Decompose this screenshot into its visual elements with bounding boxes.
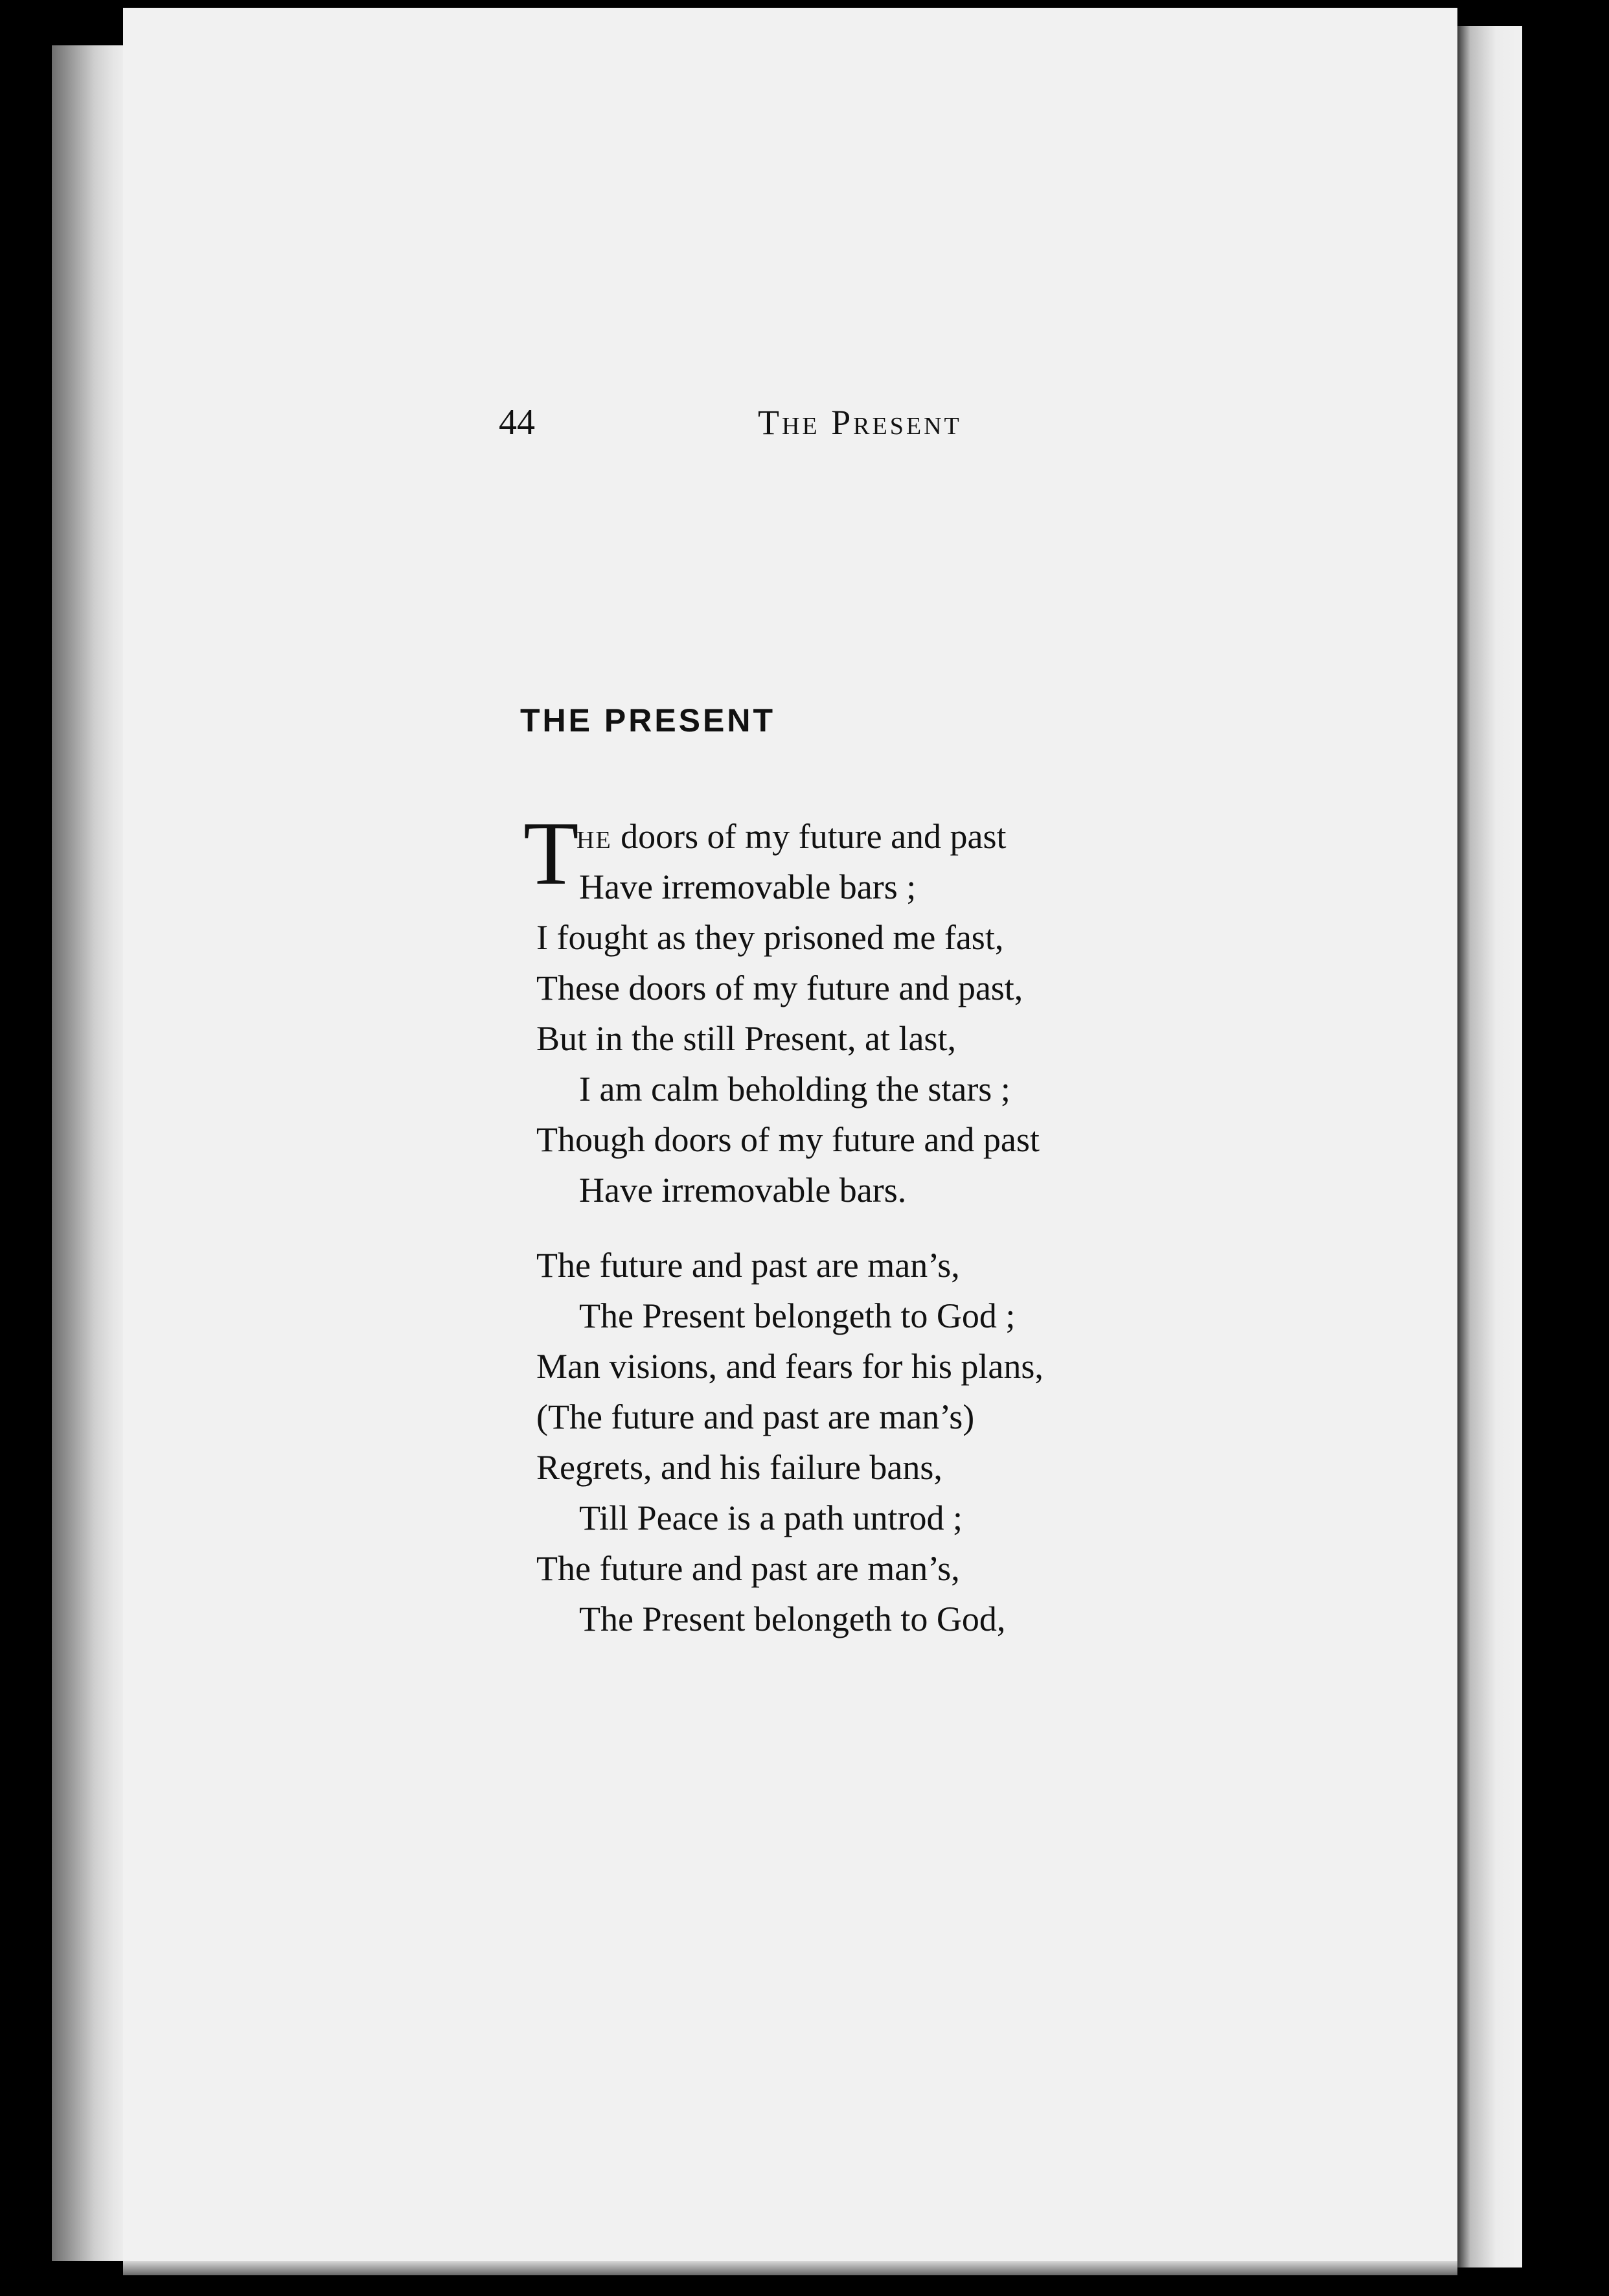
verse-line: The Present belongeth to God ; (579, 1296, 1016, 1335)
verse-line: The future and past are man’s, (536, 1246, 960, 1285)
book-edge (52, 45, 130, 2261)
verse-line: Have irremovable bars. (579, 1171, 907, 1210)
verse-line: Though doors of my future and past (536, 1120, 1040, 1159)
verse-line: I fought as they prisoned me fast, (536, 918, 1004, 957)
verse-line: Regrets, and his failure bans, (536, 1448, 942, 1487)
verse-line: But in the still Present, at last, (536, 1019, 956, 1058)
stanza-1 (523, 803, 1249, 1215)
verse-line: These doors of my future and past, (536, 969, 1023, 1007)
first-line-remainder: doors of my future and past (611, 817, 1007, 856)
poem-title: THE PRESENT (519, 702, 776, 739)
verse-line: Have irremovable bars ; (579, 867, 917, 906)
first-line-small-caps: he (576, 817, 612, 856)
first-line-text (576, 811, 1007, 862)
verse-line: Till Peace is a path untrod ; (579, 1498, 963, 1537)
facing-page-edge (1457, 26, 1522, 2267)
verse-line: Man visions, and fears for his plans, (536, 1347, 1044, 1386)
drop-cap: T (523, 803, 579, 904)
verse-line: The Present belongeth to God, (579, 1600, 1006, 1638)
verse-line: The future and past are man’s, (536, 1549, 960, 1588)
running-head: The Present (758, 403, 962, 442)
page-header (499, 396, 1082, 448)
verse-line: (The future and past are man’s) (536, 1397, 975, 1436)
page-bottom-edge (123, 2261, 1457, 2275)
stanza-2 (536, 1240, 1249, 1644)
verse-line: I am calm beholding the stars ; (579, 1070, 1010, 1108)
poem-body (523, 803, 1249, 1669)
page-number: 44 (499, 402, 535, 442)
